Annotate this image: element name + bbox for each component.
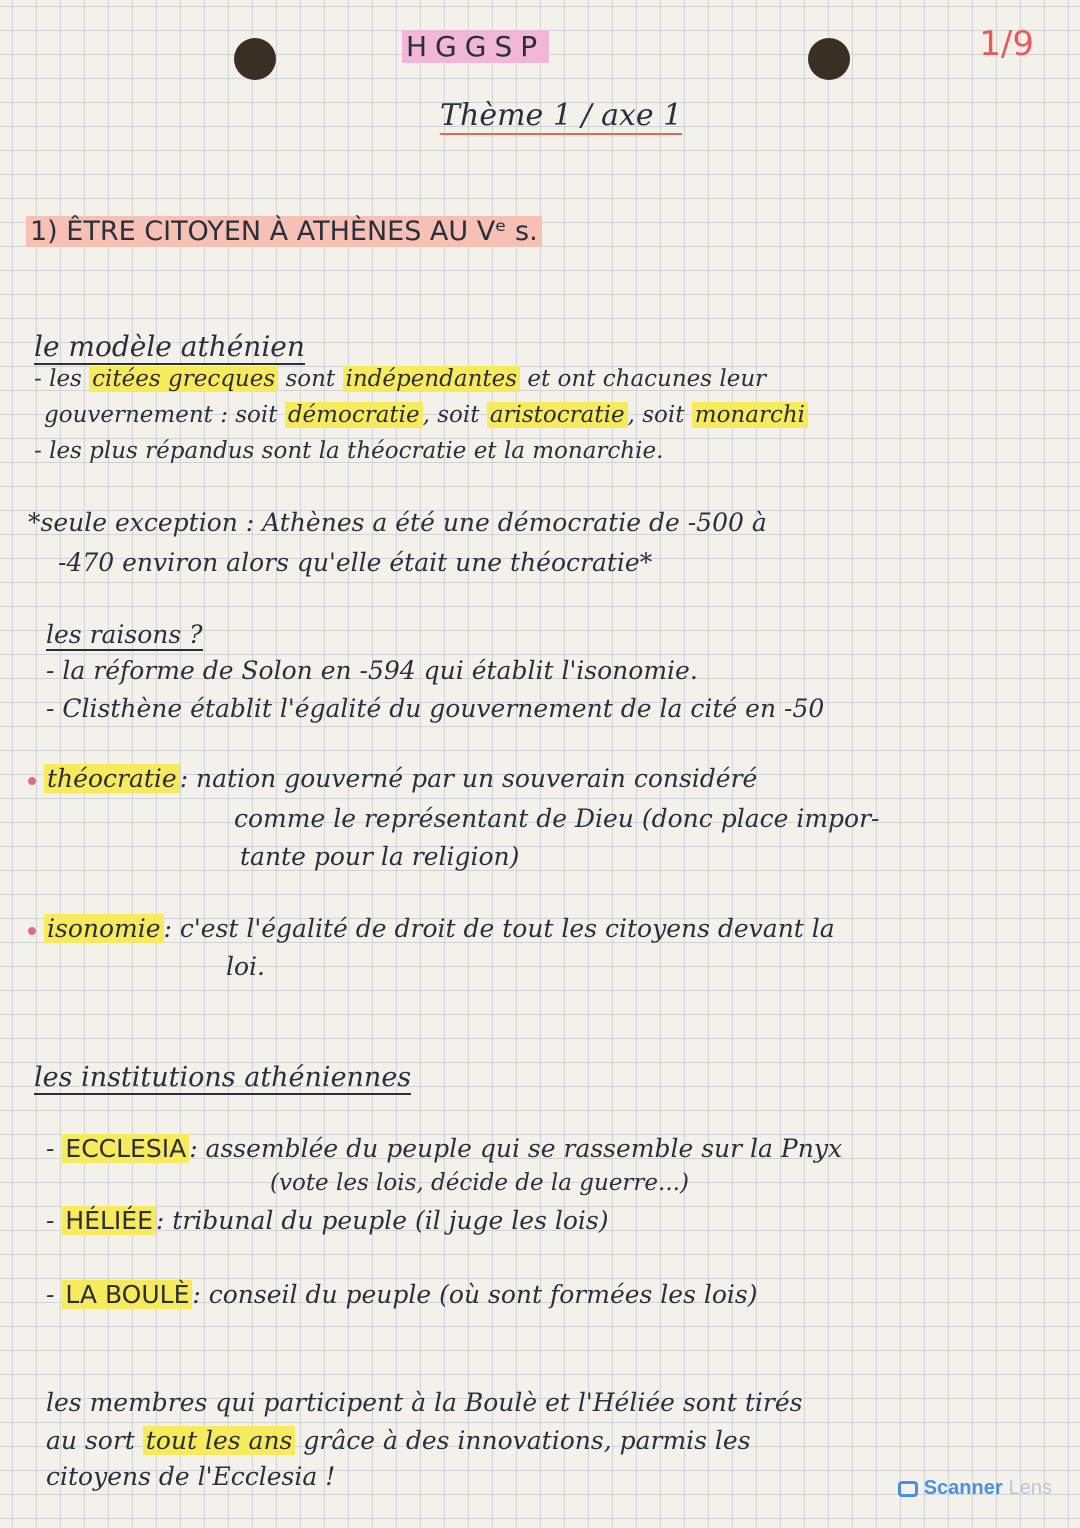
institution-ecclesia-line-2: (vote les lois, décide de la guerre...) bbox=[270, 1170, 689, 1196]
scanner-lens-watermark: Scanner Lens bbox=[898, 1477, 1052, 1500]
conclusion-line-1: les membres qui participent à la Boulè et l'Héliée sont tirés bbox=[46, 1388, 803, 1417]
raisons-item-1: - la réforme de Solon en -594 qui établit l'isonomie. bbox=[46, 656, 698, 685]
raisons-heading: les raisons ? bbox=[46, 620, 203, 649]
institution-boule: - LA BOULÈ : conseil du peuple (où sont formées les lois) bbox=[46, 1280, 758, 1309]
modele-heading: le modèle athénien bbox=[34, 330, 305, 363]
modele-line-1: - les citées grecques sont indépendantes et ont chacunes leur bbox=[34, 366, 767, 392]
definition-isonomie-line-2: loi. bbox=[226, 952, 265, 981]
section-title: 1) ÊTRE CITOYEN À ATHÈNES AU Vᵉ s. bbox=[26, 216, 542, 247]
page-number: 1/9 bbox=[979, 24, 1034, 64]
exception-line-2: -470 environ alors qu'elle était une théocratie* bbox=[58, 548, 653, 577]
subject-title: HGGSP bbox=[402, 30, 549, 63]
modele-line-2: gouvernement : soit démocratie , soit aristocratie , soit monarchi bbox=[44, 402, 808, 428]
conclusion-line-3: citoyens de l'Ecclesia ! bbox=[46, 1462, 336, 1491]
definition-isonomie: isonomie : c'est l'égalité de droit de tout les citoyens devant la bbox=[28, 914, 835, 943]
binder-hole-right bbox=[808, 38, 850, 80]
scanner-logo-icon bbox=[898, 1481, 918, 1497]
definition-theocratie-line-3: tante pour la religion) bbox=[240, 842, 520, 871]
binder-hole-left bbox=[234, 38, 276, 80]
institutions-heading: les institutions athéniennes bbox=[34, 1062, 412, 1093]
raisons-item-2: - Clisthène établit l'égalité du gouvernement de la cité en -50 bbox=[46, 694, 825, 723]
modele-line-3: - les plus répandus sont la théocratie et la monarchie. bbox=[34, 438, 664, 464]
exception-line-1: *seule exception : Athènes a été une démocratie de -500 à bbox=[28, 508, 767, 537]
conclusion-line-2: au sort tout les ans grâce à des innovations, parmis les bbox=[46, 1426, 751, 1455]
theme-title: Thème 1 / axe 1 bbox=[440, 98, 683, 133]
bullet-icon bbox=[28, 927, 36, 935]
definition-theocratie-line-2: comme le représentant de Dieu (donc place impor- bbox=[234, 804, 880, 833]
institution-heliee: - HÉLIÉE : tribunal du peuple (il juge les lois) bbox=[46, 1206, 609, 1235]
definition-theocratie: théocratie : nation gouverné par un souverain considéré bbox=[28, 764, 757, 793]
bullet-icon bbox=[28, 777, 36, 785]
institution-ecclesia: - ECCLESIA : assemblée du peuple qui se rassemble sur la Pnyx bbox=[46, 1134, 843, 1163]
